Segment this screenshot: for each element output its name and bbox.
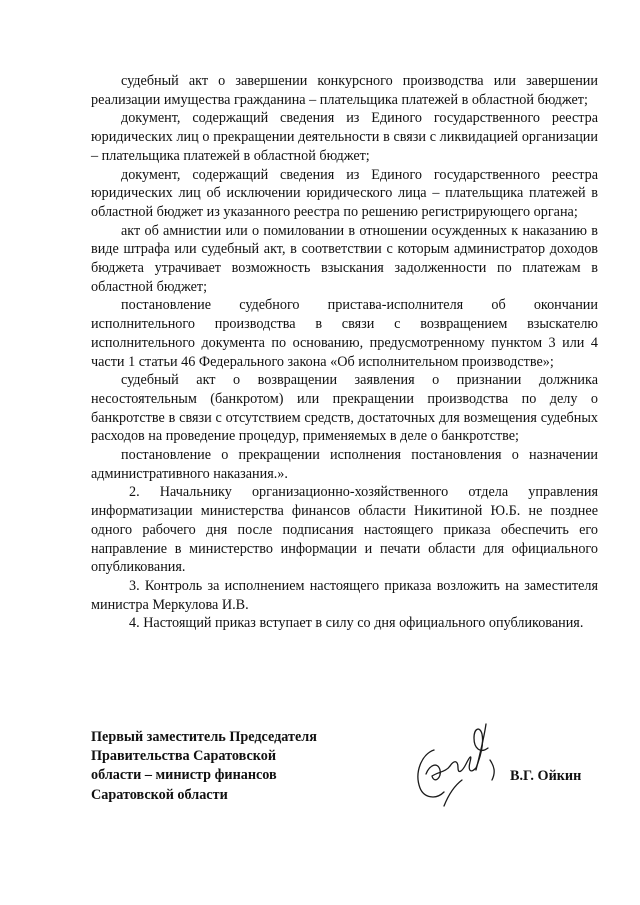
paragraph-item-2: 2. Начальнику организационно-хозяйственного отдела управления информатизации министерства финансов области Никитиной Ю.Б. не позднее одного рабочего дня после подписания настоящего приказа обеспечить его направление в министерство информации и печати области для официального опубликования. [91,484,598,576]
paragraph-4: акт об амнистии или о помиловании в отношении осужденных к наказанию в виде штрафа или судебный акт, в соответствии с которым администратор доходов бюджета утрачивает возможность взыскания задолженности по платежам в областной бюджет; [91,222,598,295]
position-line-2: Правительства Саратовской [91,748,277,765]
paragraph-1: судебный акт о завершении конкурсного производства или завершении реализации имущества гражданина – плательщика платежей в областной бюджет; [91,73,598,108]
position-line-1: Первый заместитель Председателя [91,729,317,745]
paragraph-2: документ, содержащий сведения из Единого государственного реестра юридических лиц о прекращении деятельности в связи с ликвидацией организации – плательщика платежей в областной бюджет; [91,110,598,164]
position-line-3: области – министр финансов [91,767,277,784]
signatory-position [91,728,317,805]
signatory-name: В.Г. Ойкин [510,768,582,784]
paragraph-7: постановление о прекращении исполнения постановления о назначении административного наказания.». [91,447,598,482]
paragraph-item-4: 4. Настоящий приказ вступает в силу со дня официального опубликования. [129,615,584,632]
position-line-4: Саратовской области [91,786,228,803]
paragraph-6: судебный акт о возвращении заявления о признании должника несостоятельным (банкротом) или прекращении производства по делу о банкротстве в связи с отсутствием средств, достаточных для возмещения судебных расходов на проведение процедур, применяемых в деле о банкротстве; [91,372,598,445]
paragraph-5: постановление судебного пристава-исполнителя об окончании исполнительного производства в связи с возвращением взыскателю исполнительного документа по основанию, предусмотренному пунктом 3 или 4 части 1 статьи 46 Федерального закона «Об исполнительном производстве»; [91,297,598,370]
document-body [91,72,598,633]
paragraph-item-3: 3. Контроль за исполнением настоящего приказа возложить на заместителя министра Меркулова И.В. [91,577,598,613]
paragraph-3: документ, содержащий сведения из Единого государственного реестра юридических лиц об исключении юридического лица – плательщика платежей в областной бюджет из указанного реестра по решению регистрирующего органа; [91,166,598,220]
handwritten-signature [404,714,514,810]
